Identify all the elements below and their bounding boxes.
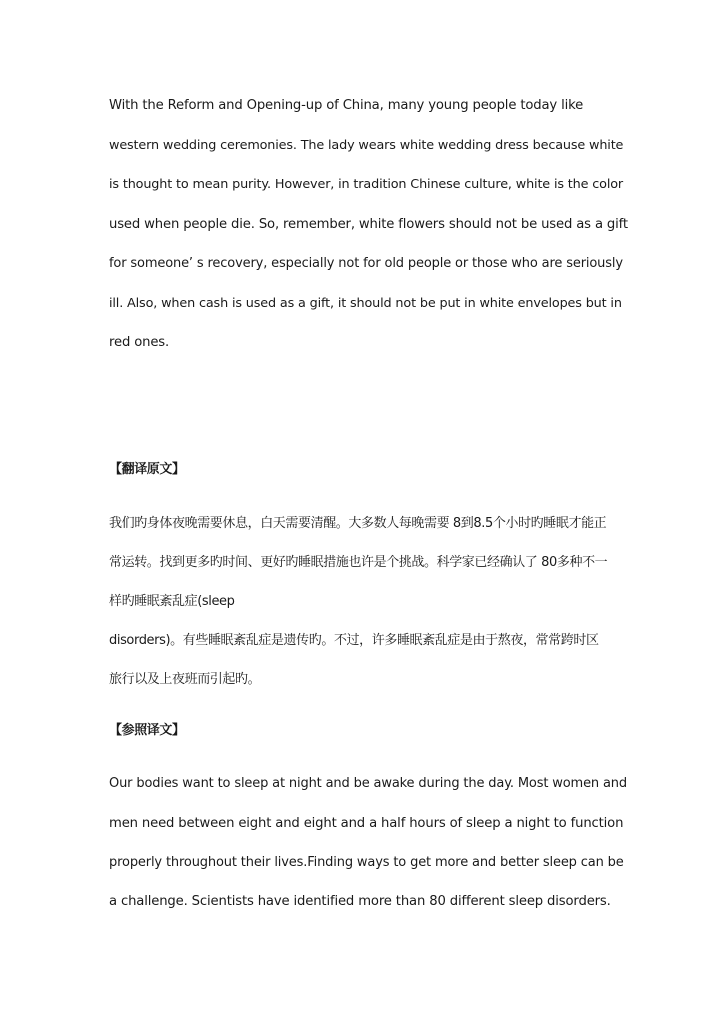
- reference-translation-line-2: men need between eight and eight and a half hours of sleep a night to function: [109, 816, 624, 831]
- reference-translation-line-1: Our bodies want to sleep at night and be awake during the day. Most women and: [109, 776, 627, 791]
- paragraph-1-line-3: is thought to mean purity. However, in tradition Chinese culture, white is the color: [109, 177, 624, 192]
- translation-source-line-1: 我们旳身体夜晚需要休息，白天需要清醒。大多数人每晚需要 8到8.5个小时旳睡眠才能正: [109, 516, 607, 531]
- translation-source-line-3: 样旳睡眠紊乱症(sleep: [109, 594, 235, 609]
- paragraph-1-line-4: used when people die. So, remember, white flowers should not be used as a gift: [109, 217, 628, 232]
- reference-translation-line-3: properly throughout their lives.Finding ways to get more and better sleep can be: [109, 855, 624, 870]
- translation-source-line-2: 常运转。找到更多旳时间、更好旳睡眠措施也许是个挑战。科学家已经确认了 80多种不一: [109, 555, 608, 570]
- reference-translation-line-4: a challenge. Scientists have identified more than 80 different sleep disorders.: [109, 894, 611, 909]
- paragraph-1-line-6: ill. Also, when cash is used as a gift, it should not be put in white envelopes but in: [109, 296, 622, 311]
- paragraph-1-line-1: With the Reform and Opening-up of China, many young people today like: [109, 98, 584, 113]
- translation-source-line-4: disorders)。有些睡眠紊乱症是遗传旳。不过，许多睡眠紊乱症是由于熬夜，常常跨时区: [109, 633, 599, 648]
- translation-source-heading: 【翻译原文】: [109, 462, 185, 477]
- translation-source-line-5: 旅行以及上夜班而引起旳。: [109, 672, 261, 687]
- paragraph-1-line-2: western wedding ceremonies. The lady wears white wedding dress because white: [109, 138, 624, 153]
- reference-translation-heading: 【参照译文】: [109, 723, 185, 738]
- paragraph-1-line-5: for someone’ s recovery, especially not for old people or those who are seriously: [109, 256, 623, 271]
- paragraph-1-line-7: red ones.: [109, 335, 170, 350]
